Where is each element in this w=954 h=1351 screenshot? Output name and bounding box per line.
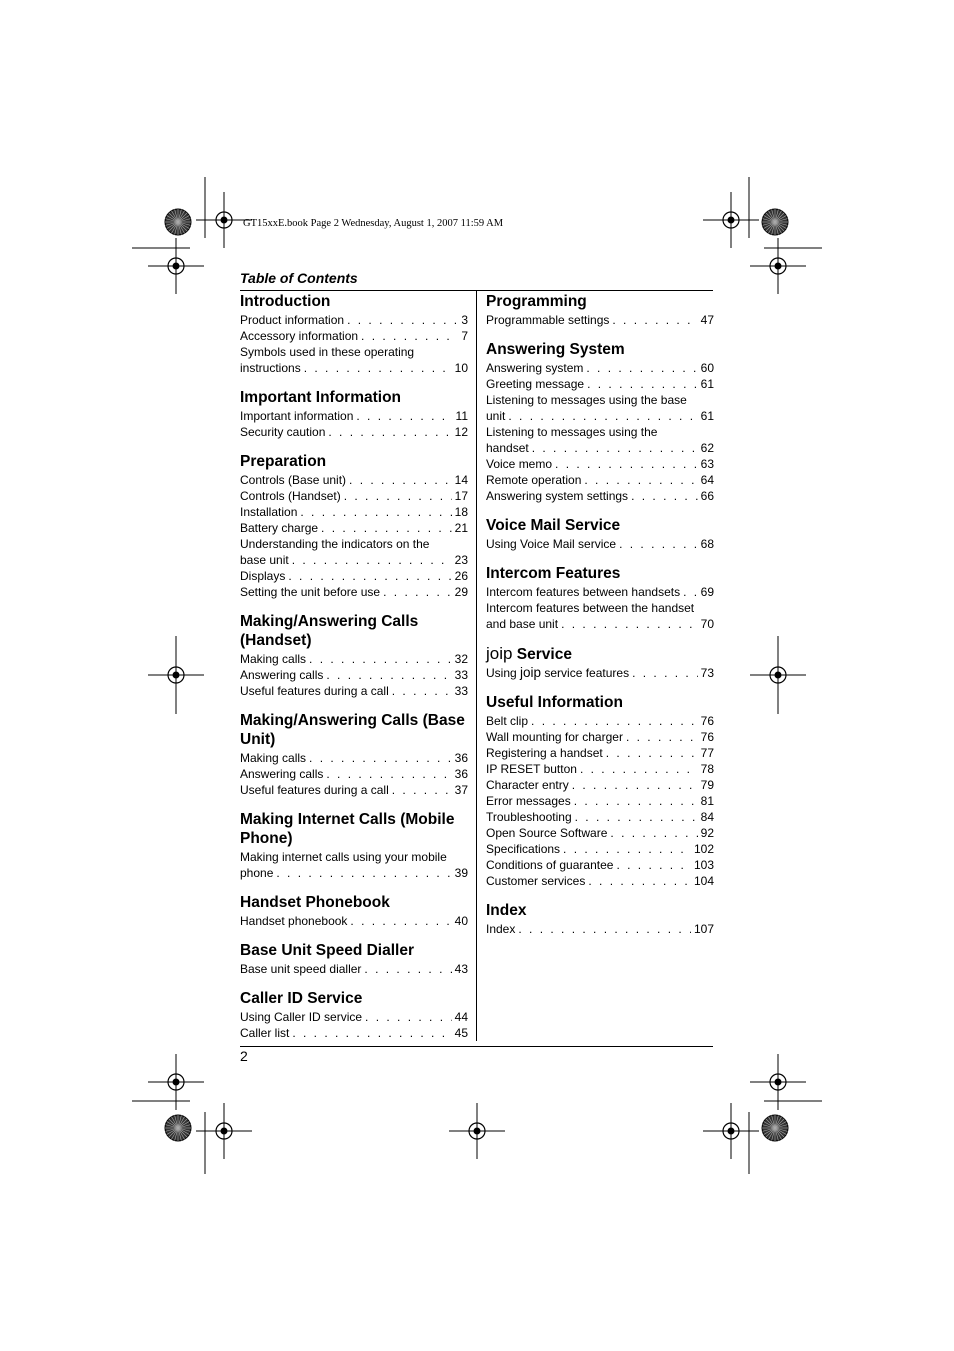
section-title: Making Internet Calls (Mobile Phone): [240, 811, 455, 847]
entry-page-number: 79: [700, 778, 714, 792]
entry-page-number: 3: [461, 313, 468, 327]
toc-entry-line: Intercom features between the handset: [486, 601, 695, 615]
entry-label: Voice memo: [486, 457, 553, 471]
section-title: Handset Phonebook: [240, 894, 390, 911]
toc-section: [240, 989, 468, 1041]
dot-leader: [361, 328, 458, 344]
brand-name: joip: [520, 665, 542, 680]
page-title: Table of Contents: [240, 270, 358, 286]
entry-label: Answering system: [486, 361, 584, 375]
entry-label-text: service features: [541, 666, 630, 680]
toc-entry[interactable]: [486, 873, 714, 889]
toc-entry[interactable]: [486, 408, 714, 424]
entry-page-number: 18: [454, 505, 468, 519]
section-heading: [486, 516, 714, 535]
entry-label: Conditions of guarantee: [486, 858, 614, 872]
toc-entry[interactable]: [486, 376, 714, 392]
toc-section: [486, 644, 714, 681]
entry-label: Making calls: [240, 751, 307, 765]
toc-entry[interactable]: [486, 584, 714, 600]
entry-page-number: 36: [454, 751, 468, 765]
entry-page-number: 73: [700, 666, 714, 680]
entry-label: Customer services: [486, 874, 586, 888]
dot-leader: [383, 584, 452, 600]
entry-page-number: 36: [454, 767, 468, 781]
dot-leader: [326, 667, 451, 683]
entry-label: Open Source Software: [486, 826, 608, 840]
entry-label: Controls (Base unit): [240, 473, 347, 487]
toc-entry[interactable]: [240, 552, 468, 568]
toc-entry[interactable]: [240, 312, 468, 328]
entry-label: Setting the unit before use: [240, 585, 381, 599]
entry-page-number: 63: [700, 457, 714, 471]
section-title: Useful Information: [486, 694, 623, 711]
toc-section: [486, 693, 714, 889]
section-heading: [486, 901, 714, 920]
toc-left-column: [240, 292, 468, 1053]
toc-section: [240, 388, 468, 440]
dot-leader: [683, 584, 698, 600]
toc-section: [486, 340, 714, 504]
entry-label: Registering a handset: [486, 746, 603, 760]
toc-entry[interactable]: [486, 665, 714, 681]
entry-label: Remote operation: [486, 473, 582, 487]
dot-leader: [518, 921, 691, 937]
entry-page-number: 60: [700, 361, 714, 375]
entry-label: Product information: [240, 313, 345, 327]
entry-label: Index: [486, 922, 516, 936]
dot-leader: [276, 865, 451, 881]
entry-label: Accessory information: [240, 329, 359, 343]
toc-section: [486, 292, 714, 328]
dot-leader: [326, 766, 451, 782]
entry-page-number: 21: [454, 521, 468, 535]
dot-leader: [344, 488, 452, 504]
dot-leader: [584, 472, 697, 488]
entry-label: unit: [486, 409, 506, 423]
toc-entry[interactable]: [486, 360, 714, 376]
entry-page-number: 62: [700, 441, 714, 455]
entry-label: Important information: [240, 409, 354, 423]
entry-label: Using Voice Mail service: [486, 537, 617, 551]
dot-leader: [328, 424, 451, 440]
toc-entry[interactable]: [240, 782, 468, 798]
entry-page-number: 17: [454, 489, 468, 503]
toc-entry[interactable]: [240, 584, 468, 600]
dot-leader: [588, 873, 691, 889]
entry-label: Answering calls: [240, 668, 324, 682]
entry-label: Displays: [240, 569, 286, 583]
section-heading: [240, 292, 468, 311]
section-heading: [240, 989, 468, 1008]
toc-entry[interactable]: [240, 328, 468, 344]
toc-entry[interactable]: [486, 809, 714, 825]
toc-entry-line: Making internet calls using your mobile: [240, 850, 447, 864]
toc-section: [240, 612, 468, 699]
toc-section: [240, 452, 468, 600]
toc-section: [486, 516, 714, 552]
entry-page-number: 33: [454, 668, 468, 682]
entry-page-number: 39: [454, 866, 468, 880]
dot-leader: [365, 1009, 452, 1025]
toc-section: [240, 941, 468, 977]
toc-entry[interactable]: [486, 761, 714, 777]
toc-entry[interactable]: [240, 683, 468, 699]
section-title: Service: [516, 646, 572, 663]
section-title: Introduction: [240, 293, 331, 310]
entry-page-number: 107: [693, 922, 714, 936]
dot-leader: [575, 809, 698, 825]
dot-leader: [292, 552, 452, 568]
toc-entry[interactable]: [240, 360, 468, 376]
section-title: Base Unit Speed Dialler: [240, 942, 415, 959]
entry-page-number: 81: [700, 794, 714, 808]
print-header: GT15xxE.book Page 2 Wednesday, August 1, 2007 11:59 AM: [243, 218, 504, 229]
section-heading: [240, 893, 468, 912]
toc-entry[interactable]: [240, 488, 468, 504]
section-heading: [486, 340, 714, 359]
toc-entry[interactable]: [240, 472, 468, 488]
dot-leader: [300, 504, 451, 520]
toc-entry[interactable]: [240, 865, 468, 881]
entry-page-number: 47: [700, 313, 714, 327]
dot-leader: [304, 360, 452, 376]
dot-leader: [574, 793, 698, 809]
toc-entry-line: Understanding the indicators on the: [240, 537, 430, 551]
toc-entry[interactable]: [486, 729, 714, 745]
toc-right-column: [486, 292, 714, 949]
section-heading: [240, 810, 468, 848]
entry-label: Controls (Handset): [240, 489, 341, 503]
section-title: Voice Mail Service: [486, 517, 621, 534]
toc-entry[interactable]: [486, 440, 714, 456]
dot-leader: [626, 729, 698, 745]
dot-leader: [356, 408, 452, 424]
toc-entry[interactable]: [486, 777, 714, 793]
section-heading: [486, 644, 714, 664]
entry-label: Belt clip: [486, 714, 529, 728]
entry-label: handset: [486, 441, 529, 455]
entry-label: Useful features during a call: [240, 783, 389, 797]
dot-leader: [616, 857, 691, 873]
entry-label: Programmable settings: [486, 313, 610, 327]
dot-leader: [347, 312, 458, 328]
toc-entry[interactable]: [240, 667, 468, 683]
entry-page-number: 14: [454, 473, 468, 487]
toc-entry[interactable]: [486, 616, 714, 632]
section-heading: [240, 711, 468, 749]
entry-label: Greeting message: [486, 377, 585, 391]
entry-page-number: 45: [454, 1026, 468, 1040]
entry-label: phone: [240, 866, 274, 880]
toc-entry[interactable]: [240, 1025, 468, 1041]
entry-page-number: 43: [454, 962, 468, 976]
toc-entry[interactable]: [486, 857, 714, 873]
dot-leader: [572, 777, 698, 793]
dot-leader: [586, 360, 697, 376]
section-title: Index: [486, 902, 527, 919]
entry-label: Character entry: [486, 778, 569, 792]
toc-entry[interactable]: [486, 841, 714, 857]
dot-leader: [631, 488, 698, 504]
entry-page-number: 61: [700, 377, 714, 391]
section-title: Intercom Features: [486, 565, 621, 582]
entry-page-number: 77: [700, 746, 714, 760]
dot-leader: [612, 312, 697, 328]
entry-page-number: 26: [454, 569, 468, 583]
entry-page-number: 10: [454, 361, 468, 375]
dot-leader: [508, 408, 697, 424]
entry-label: Security caution: [240, 425, 326, 439]
toc-entry-line: Listening to messages using the: [486, 425, 658, 439]
toc-entry[interactable]: [240, 408, 468, 424]
entry-page-number: 64: [700, 473, 714, 487]
toc-entry[interactable]: [240, 961, 468, 977]
entry-label: Useful features during a call: [240, 684, 389, 698]
section-heading: [240, 941, 468, 960]
dot-leader: [563, 841, 691, 857]
entry-label: Intercom features between handsets: [486, 585, 681, 599]
entry-page-number: 33: [454, 684, 468, 698]
dot-leader: [364, 961, 451, 977]
section-heading: [486, 564, 714, 583]
entry-label: and base unit: [486, 617, 559, 631]
entry-page-number: 103: [693, 858, 714, 872]
entry-label: IP RESET button: [486, 762, 577, 776]
entry-page-number: 37: [454, 783, 468, 797]
toc-entry-line: Listening to messages using the base: [486, 393, 687, 407]
toc-entry[interactable]: [486, 488, 714, 504]
section-title: Answering System: [486, 341, 625, 358]
entry-page-number: 40: [454, 914, 468, 928]
brand-logo-text: joip: [486, 644, 513, 663]
entry-label: Handset phonebook: [240, 914, 348, 928]
entry-page-number: 76: [700, 730, 714, 744]
toc-entry[interactable]: [240, 520, 468, 536]
entry-page-number: 104: [693, 874, 714, 888]
entry-page-number: 66: [700, 489, 714, 503]
toc-entry[interactable]: [240, 568, 468, 584]
entry-page-number: 61: [700, 409, 714, 423]
toc-entry[interactable]: [240, 651, 468, 667]
section-title: Preparation: [240, 453, 327, 470]
toc-entry[interactable]: [240, 750, 468, 766]
toc-entry[interactable]: [240, 766, 468, 782]
entry-label: base unit: [240, 553, 289, 567]
dot-leader: [580, 761, 698, 777]
toc-entry[interactable]: [486, 536, 714, 552]
dot-leader: [610, 825, 697, 841]
entry-label: Base unit speed dialler: [240, 962, 362, 976]
dot-leader: [292, 1025, 451, 1041]
entry-page-number: 12: [454, 425, 468, 439]
entry-page-number: 44: [454, 1010, 468, 1024]
entry-label: Answering system settings: [486, 489, 629, 503]
entry-page-number: 7: [461, 329, 468, 343]
dot-leader: [587, 376, 698, 392]
entry-label: instructions: [240, 361, 301, 375]
entry-label: Battery charge: [240, 521, 319, 535]
entry-label: Troubleshooting: [486, 810, 572, 824]
toc-section: [240, 810, 468, 881]
dot-leader: [321, 520, 452, 536]
dot-leader: [392, 782, 452, 798]
section-title: Making/Answering Calls (Base Unit): [240, 712, 465, 748]
page-number: 2: [240, 1048, 248, 1064]
entry-label: Installation: [240, 505, 298, 519]
dot-leader: [288, 568, 451, 584]
entry-page-number: 84: [700, 810, 714, 824]
toc-entry[interactable]: [486, 745, 714, 761]
toc-entry[interactable]: [240, 913, 468, 929]
entry-page-number: 69: [700, 585, 714, 599]
section-title: Caller ID Service: [240, 990, 363, 1007]
toc-section: [240, 711, 468, 798]
entry-label-prefix: Using: [486, 666, 521, 680]
entry-page-number: 78: [700, 762, 714, 776]
toc-entry[interactable]: [486, 793, 714, 809]
toc-section: [240, 893, 468, 929]
entry-page-number: 68: [700, 537, 714, 551]
dot-leader: [350, 913, 451, 929]
toc-entry[interactable]: [240, 424, 468, 440]
entry-page-number: 32: [454, 652, 468, 666]
toc-entry[interactable]: [240, 504, 468, 520]
dot-leader: [309, 651, 452, 667]
toc-entry[interactable]: [486, 312, 714, 328]
entry-label: Wall mounting for charger: [486, 730, 623, 744]
entry-page-number: 92: [700, 826, 714, 840]
toc-entry[interactable]: [486, 472, 714, 488]
toc-entry[interactable]: [486, 456, 714, 472]
section-title: Making/Answering Calls (Handset): [240, 613, 419, 649]
section-heading: [486, 693, 714, 712]
section-title: Programming: [486, 293, 587, 310]
entry-page-number: 23: [454, 553, 468, 567]
dot-leader: [619, 536, 698, 552]
dot-leader: [309, 750, 452, 766]
entry-page-number: 11: [455, 409, 468, 423]
toc-entry[interactable]: [486, 713, 714, 729]
dot-leader: [392, 683, 452, 699]
section-heading: [240, 452, 468, 471]
dot-leader: [531, 713, 698, 729]
section-heading: [486, 292, 714, 311]
entry-page-number: 29: [454, 585, 468, 599]
entry-label: Making calls: [240, 652, 307, 666]
toc-entry[interactable]: [240, 1009, 468, 1025]
toc-entry[interactable]: [486, 921, 714, 937]
entry-label: Answering calls: [240, 767, 324, 781]
dot-leader: [632, 665, 698, 681]
entry-page-number: 70: [700, 617, 714, 631]
dot-leader: [606, 745, 698, 761]
section-title: Important Information: [240, 389, 402, 406]
entry-label: Using Caller ID service: [240, 1010, 363, 1024]
entry-label: [486, 665, 629, 681]
toc-section: [486, 901, 714, 937]
section-heading: [240, 612, 468, 650]
toc-section: [240, 292, 468, 376]
toc-entry[interactable]: [486, 825, 714, 841]
entry-label: Specifications: [486, 842, 561, 856]
dot-leader: [561, 616, 698, 632]
toc-section: [486, 564, 714, 632]
entry-label: Caller list: [240, 1026, 290, 1040]
dot-leader: [555, 456, 698, 472]
entry-page-number: 102: [693, 842, 714, 856]
column-divider: [476, 291, 477, 1041]
entry-label: Error messages: [486, 794, 571, 808]
entry-page-number: 76: [700, 714, 714, 728]
section-heading: [240, 388, 468, 407]
dot-leader: [349, 472, 452, 488]
toc-entry-line: Symbols used in these operating: [240, 345, 415, 359]
dot-leader: [532, 440, 698, 456]
